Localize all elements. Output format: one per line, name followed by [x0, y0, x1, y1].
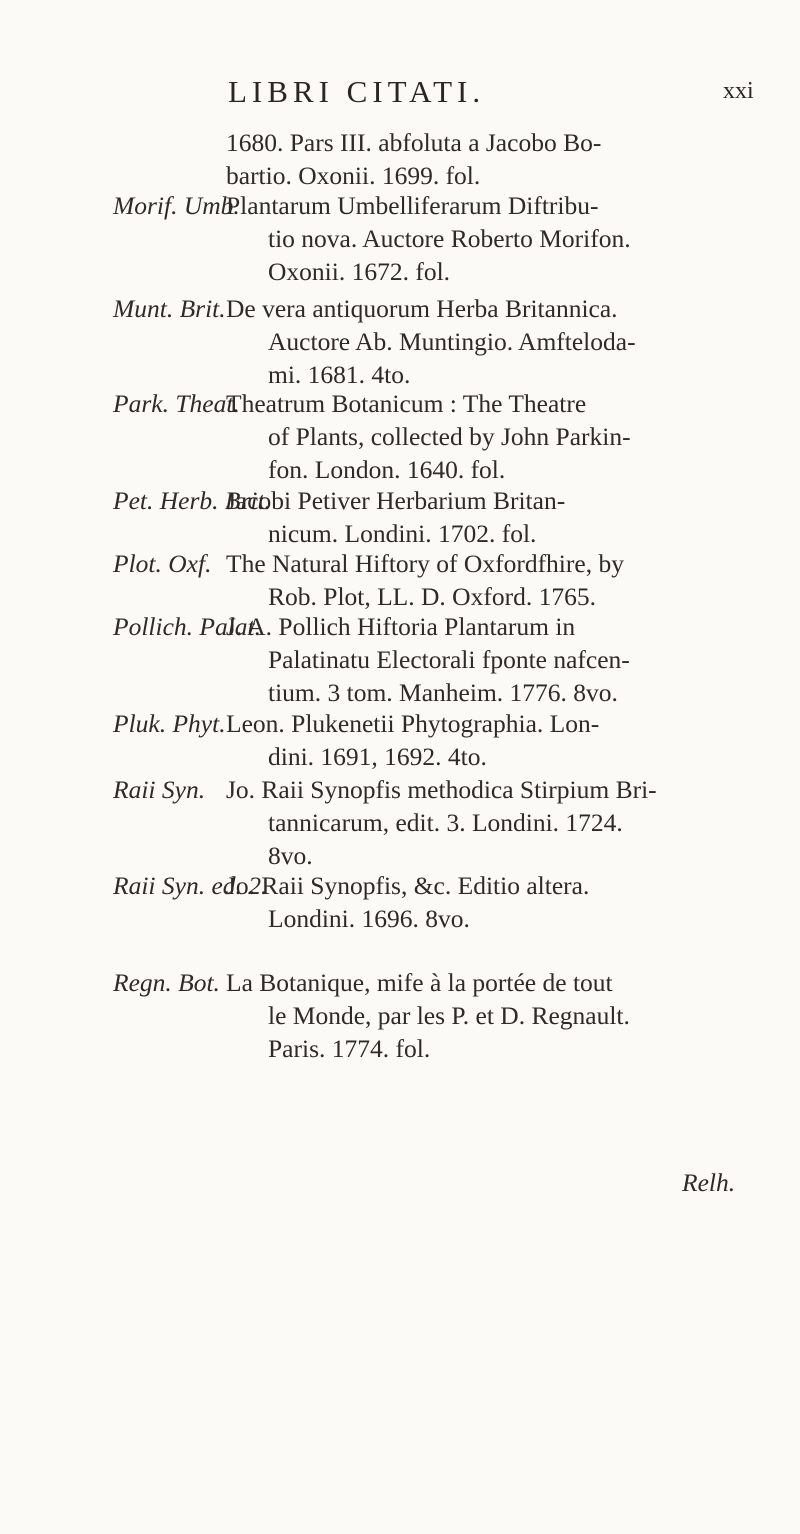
entry-line: Leon. Plukenetii Phytographia. Lon- — [226, 709, 600, 738]
entry-line: J. A. Pollich Hiftoria Plantarum in — [226, 612, 576, 641]
entry-text — [226, 547, 766, 613]
entry-line: fon. London. 1640. fol. — [268, 455, 506, 484]
entry-line: Theatrum Botanicum : The Theatre — [226, 389, 587, 418]
entry-abbreviation: Pluk. Phyt. — [113, 709, 226, 738]
entry-text — [226, 869, 766, 935]
entry-line: Londini. 1696. 8vo. — [268, 904, 470, 933]
entry-text — [226, 966, 766, 1065]
entry-abbreviation: Pet. Herb. Brit. — [113, 486, 271, 515]
entry-abbreviation: Regn. Bot. — [113, 968, 220, 997]
entry-line: tannicarum, edit. 3. Londini. 1724. — [268, 808, 623, 837]
entry-line: Palatinatu Electorali fponte nafcen- — [268, 645, 630, 674]
entry-line: Jacobi Petiver Herbarium Britan- — [226, 486, 566, 515]
entry-text — [226, 707, 766, 773]
entry-line: Auctore Ab. Muntingio. Amfteloda- — [268, 327, 636, 356]
entry-line: nicum. Londini. 1702. fol. — [268, 519, 537, 548]
entry-text — [226, 484, 766, 550]
entry-abbreviation: Munt. Brit. — [113, 294, 226, 323]
entry-abbreviation: Park. Theat. — [113, 389, 240, 418]
entry-text — [226, 126, 766, 192]
entry-abbreviation: Plot. Oxf. — [113, 549, 212, 578]
entry-line: Plantarum Umbelliferarum Diftribu- — [226, 191, 599, 220]
entry-line: le Monde, par les P. et D. Regnault. — [268, 1001, 630, 1030]
running-title: LIBRI CITATI. — [228, 74, 486, 109]
entry-text — [226, 773, 766, 872]
entry-line: Paris. 1774. fol. — [268, 1034, 431, 1063]
entry-line: bartio. Oxonii. 1699. fol. — [226, 161, 481, 190]
entry-line: Rob. Plot, LL. D. Oxford. 1765. — [268, 582, 596, 611]
page-number: xxi — [723, 78, 754, 104]
entry-abbreviation: Raii Syn. — [113, 775, 206, 804]
entry-line: Oxonii. 1672. fol. — [268, 257, 451, 286]
entry-line: De vera antiquorum Herba Britannica. — [226, 294, 618, 323]
entry-line: mi. 1681. 4to. — [268, 360, 411, 389]
entry-line: The Natural Hiftory of Oxfordfhire, by — [226, 549, 624, 578]
entry-line: La Botanique, mife à la portée de tout — [226, 968, 613, 997]
entry-line: tio nova. Auctore Roberto Morifon. — [268, 224, 631, 253]
entry-text — [226, 292, 766, 391]
entry-text — [226, 387, 766, 486]
entry-abbreviation: Pollich. Palat. — [113, 612, 262, 641]
entry-text — [226, 189, 766, 288]
entry-line: Jo. Raii Synopfis, &c. Editio altera. — [226, 871, 590, 900]
entry-line: 8vo. — [268, 841, 313, 870]
catchword: Relh. — [682, 1168, 736, 1197]
entry-line: 1680. Pars III. abfoluta a Jacobo Bo- — [226, 128, 602, 157]
entry-abbreviation: Morif. Umb. — [113, 191, 240, 220]
entry-line: of Plants, collected by John Parkin- — [268, 422, 631, 451]
entry-text — [226, 610, 766, 709]
entry-line: tium. 3 tom. Manheim. 1776. 8vo. — [268, 678, 618, 707]
entry-line: dini. 1691, 1692. 4to. — [268, 742, 487, 771]
running-head — [0, 74, 800, 114]
entry-line: Jo. Raii Synopfis methodica Stirpium Bri- — [226, 775, 657, 804]
entry-abbreviation: Raii Syn. ed. 2. — [113, 871, 268, 900]
